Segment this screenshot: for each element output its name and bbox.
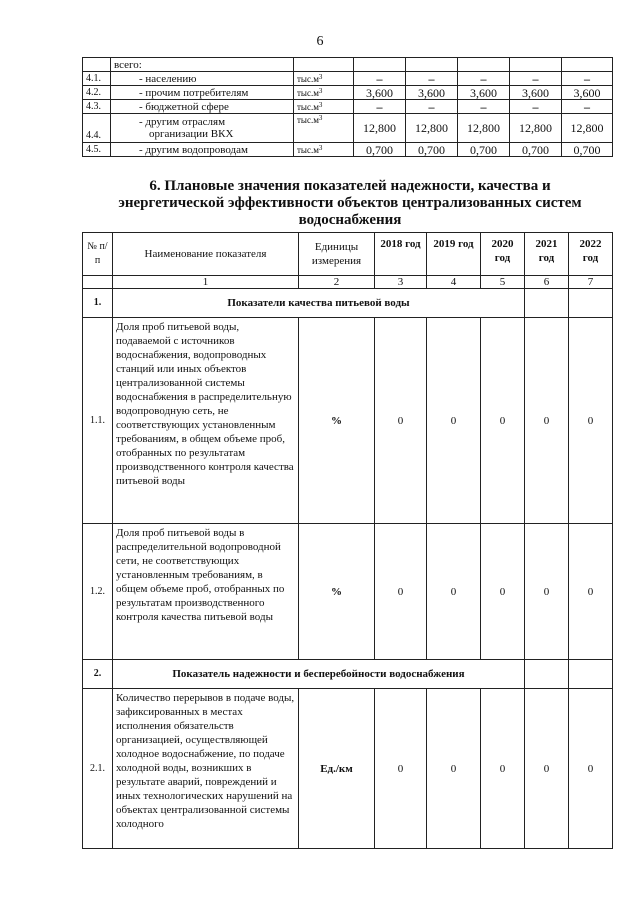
value-cell: –	[354, 72, 406, 86]
value-cell: 12,800	[510, 114, 562, 143]
index-cell: 4	[427, 276, 481, 289]
row-name: - прочим потребителям	[111, 86, 294, 100]
index-cell: 1	[113, 276, 299, 289]
value-cell: –	[354, 100, 406, 114]
col-header-year: 2020 год	[481, 233, 525, 276]
value-cell: 3,600	[406, 86, 458, 100]
table-row	[83, 100, 613, 114]
value-cell: 3,600	[510, 86, 562, 100]
value-cell: 0,700	[406, 143, 458, 157]
table-row	[83, 318, 613, 524]
value-cell: 3,600	[562, 86, 613, 100]
value-cell: 0	[525, 524, 569, 660]
supply-table	[82, 57, 613, 157]
value-cell: 0	[375, 689, 427, 849]
section-heading: 6. Плановые значения показателей надежности, качества и энергетической эффективности объектов централизованных систем водоснабжения	[118, 178, 582, 228]
index-cell: 2	[299, 276, 375, 289]
value-cell: 0,700	[458, 143, 510, 157]
value-cell: –	[562, 72, 613, 86]
value-cell: 12,800	[354, 114, 406, 143]
row-name-line: организации ВКХ	[149, 128, 234, 140]
section-title: Показатели качества питьевой воды	[113, 289, 525, 318]
unit-cell: $тыс.м^3$	[294, 72, 354, 86]
value-cell: 12,800	[458, 114, 510, 143]
value-cell: 0,700	[354, 143, 406, 157]
header-fragment: всего:	[111, 58, 294, 72]
section-number: 1.	[83, 289, 113, 318]
unit-cell: Ед./км	[299, 689, 375, 849]
section-title: Показатель надежности и бесперебойности водоснабжения	[113, 660, 525, 689]
table-row	[83, 524, 613, 660]
indicator-name: Доля проб питьевой воды, подаваемой с источников водоснабжения, водопроводных станций или иных объектов централизованной системы водоснабжения в распределительную водопроводную сеть, не соответствующих установленным требованиям, в общем объеме проб, отобранных по результатам производственного контроля качества питьевой воды	[113, 318, 299, 524]
value-cell: 0	[481, 689, 525, 849]
row-number: 4.1.	[83, 72, 111, 86]
index-cell: 3	[375, 276, 427, 289]
value-cell: 0,700	[510, 143, 562, 157]
col-header-year: 2018 год	[375, 233, 427, 276]
row-name	[111, 114, 294, 143]
index-row	[83, 276, 613, 289]
row-number: 4.2.	[83, 86, 111, 100]
col-header-num: № п/п	[83, 233, 113, 276]
value-cell: 0	[375, 318, 427, 524]
table-row	[83, 86, 613, 100]
row-number: 4.5.	[83, 143, 111, 157]
row-number: 1.2.	[83, 524, 113, 660]
value-cell: 0	[427, 689, 481, 849]
unit-cell: $тыс.м^3$	[294, 114, 354, 143]
unit-cell: $тыс.м^3$	[294, 100, 354, 114]
value-cell: –	[406, 72, 458, 86]
value-cell: –	[562, 100, 613, 114]
section-row	[83, 289, 613, 318]
value-cell: 0	[427, 524, 481, 660]
row-name: - населению	[111, 72, 294, 86]
value-cell: –	[510, 100, 562, 114]
value-cell: 0	[375, 524, 427, 660]
indicator-name: Количество перерывов в подаче воды, зафиксированных в местах исполнения обязательств организацией, осуществляющей холодное водоснабжение, по подаче холодной воды, возникших в результате аварий, повреждений и иных технологических нарушений на объектах централизованной системы холодного	[113, 689, 299, 849]
unit-cell: $тыс.м^3$	[294, 86, 354, 100]
row-name-line: - другим отраслям	[139, 116, 226, 128]
row-name: - другим водопроводам	[111, 143, 294, 157]
section-number: 2.	[83, 660, 113, 689]
col-header-name: Наименование показателя	[113, 233, 299, 276]
row-number: 1.1.	[83, 318, 113, 524]
value-cell: 0	[569, 689, 613, 849]
col-header-year: 2019 год	[427, 233, 481, 276]
index-cell: 6	[525, 276, 569, 289]
value-cell: 0	[569, 524, 613, 660]
col-header-year: 2022 год	[569, 233, 613, 276]
value-cell: 0	[481, 524, 525, 660]
value-cell: 0	[569, 318, 613, 524]
value-cell: 0	[481, 318, 525, 524]
indicators-table	[82, 232, 613, 849]
row-number: 4.3.	[83, 100, 111, 114]
value-cell: 0	[427, 318, 481, 524]
indicator-name: Доля проб питьевой воды в распределительной водопроводной сети, не соответствующих установленным требованиям, в общем объеме проб, отобранных по результатам производственного контроля качества питьевой воды	[113, 524, 299, 660]
index-cell: 7	[569, 276, 613, 289]
value-cell: –	[458, 100, 510, 114]
row-name: - бюджетной сфере	[111, 100, 294, 114]
col-header-unit: Единицы измерения	[299, 233, 375, 276]
table-row	[83, 58, 613, 72]
unit-cell: %	[299, 318, 375, 524]
header-row	[83, 233, 613, 276]
row-number: 2.1.	[83, 689, 113, 849]
value-cell: –	[406, 100, 458, 114]
value-cell: 0,700	[562, 143, 613, 157]
table-row	[83, 72, 613, 86]
unit-cell: %	[299, 524, 375, 660]
value-cell: 12,800	[406, 114, 458, 143]
unit-cell: $тыс.м^3$	[294, 143, 354, 157]
page-number: 6	[316, 34, 324, 49]
col-header-year: 2021 год	[525, 233, 569, 276]
value-cell: 3,600	[458, 86, 510, 100]
value-cell: 3,600	[354, 86, 406, 100]
index-cell: 5	[481, 276, 525, 289]
value-cell: 0	[525, 318, 569, 524]
value-cell: –	[458, 72, 510, 86]
value-cell: –	[510, 72, 562, 86]
table-row	[83, 143, 613, 157]
section-row	[83, 660, 613, 689]
value-cell: 0	[525, 689, 569, 849]
table-row	[83, 114, 613, 143]
table-row	[83, 689, 613, 849]
row-number: 4.4.	[83, 114, 111, 143]
value-cell: 12,800	[562, 114, 613, 143]
